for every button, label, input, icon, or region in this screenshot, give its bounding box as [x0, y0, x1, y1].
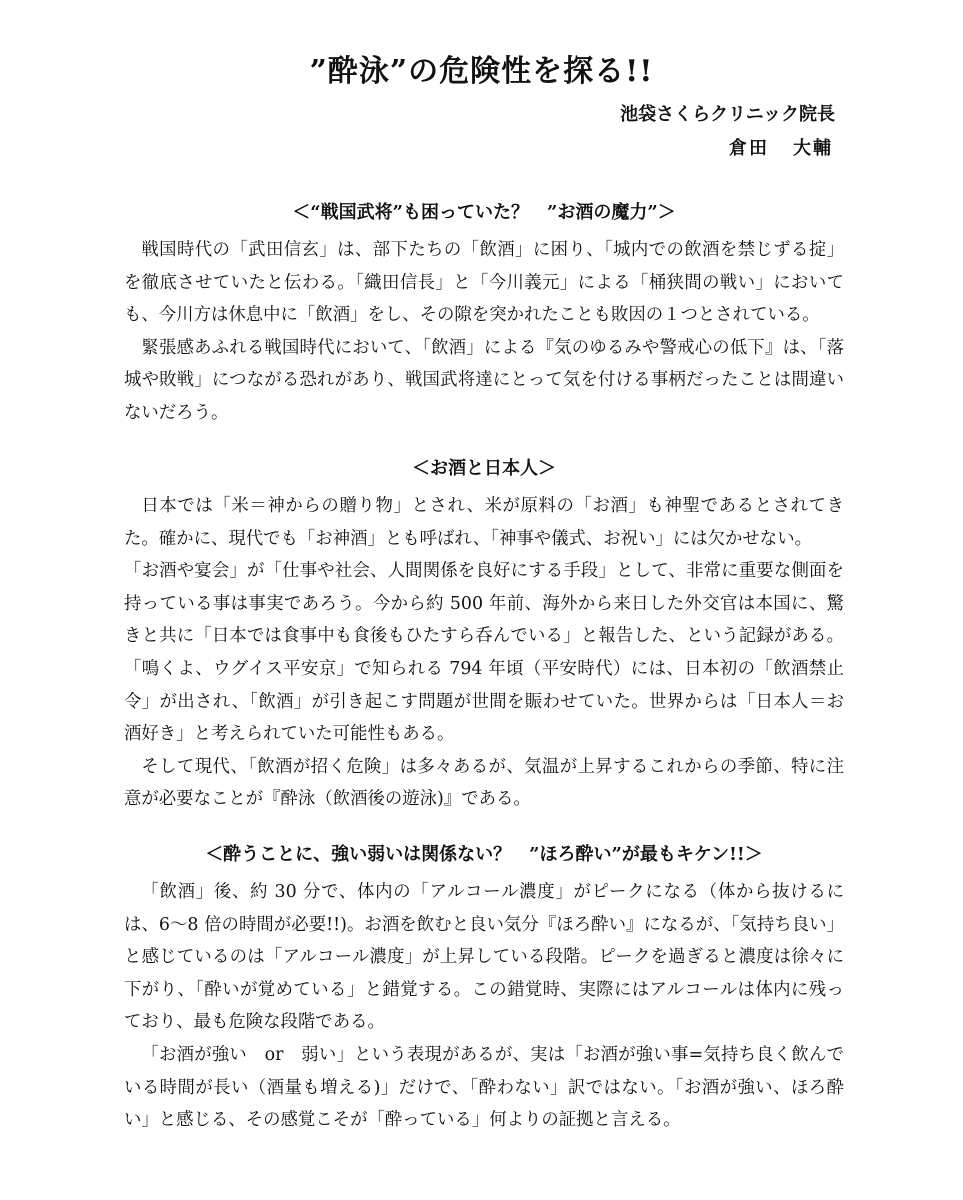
- paragraph: 「飲酒」後、約 30 分で、体内の「アルコール濃度」がピークになる（体から抜けるには、6～8 倍の時間が必要!!)。お酒を飲むと良い気分『ほろ酔い』になるが、「気持ち良い」と感じているのは「アルコール濃度」が上昇している段階。ピークを過ぎると濃度は徐々に下がり、「酔いが覚めている」と錯覚する。この錯覚時、実際にはアルコールは体内に残っており、最も危険な段階である。: [124, 882, 844, 1033]
- author-family-name: 倉田: [729, 138, 769, 159]
- paragraph: そして現代、「飲酒が招く危険」は多々あるが、気温が上昇するこれからの季節、特に注意が必要なことが『酔泳（飲酒後の遊泳)』である。: [124, 756, 844, 810]
- section-sake-and-japanese: [124, 452, 844, 816]
- paragraph: 緊張感あふれる戦国時代において、「飲酒」による『気のゆるみや警戒心の低下』は、「落城や敗戦」につながる恐れがあり、戦国武将達にとって気を付ける事柄だったことは間違いないだろう。: [124, 337, 844, 423]
- section-heading: ＜“戦国武将”も困っていた？ ”お酒の魔力”＞: [292, 202, 676, 223]
- author-name: [729, 134, 833, 160]
- section-sengoku: [124, 196, 844, 430]
- author-affiliation: 池袋さくらクリニック院長: [620, 104, 835, 125]
- paragraph: 「お酒が強い or 弱い」という表現があるが、実は「お酒が強い事=気持ち良く飲んでいる時間が長い（酒量も増える)」だけで、「酔わない」訳ではない。「お酒が強い、ほろ酔い」と感じる、その感覚こそが「酔っている」何よりの証拠と言える。: [124, 1044, 844, 1131]
- paragraph: 戦国時代の「武田信玄」は、部下たちの「飲酒」に困り、「城内での飲酒を禁じずる掟」を徹底させていたと伝わる。「織田信長」と「今川義元」による「桶狭間の戦い」においても、今川方は休息中に「飲酒」をし、その隙を突かれたことも敗因の１つとされている。: [124, 240, 844, 326]
- paragraph: 日本では「米＝神からの贈り物」とされ、米が原料の「お酒」も神聖であるとされてきた。確かに、現代でも「お神酒」とも呼ばれ、「神事や儀式、お祝い」には欠かせない。: [124, 496, 844, 549]
- paragraph: 「お酒や宴会」が「仕事や社会、人間関係を良好にする手段」として、非常に重要な側面を持っている事は事実であろう。今から約 500 年前、海外から来日した外交官は本国に、驚きと共に「日本では食事中も食後もひたすら呑んでいる」と報告した、という記録がある。「鳴くよ、ウグイス平安京」で知られる 794 年頃（平安時代）には、日本初の「飲酒禁止令」が出され、「飲酒」が引き起こす問題が世間を賑わせていた。世界からは「日本人＝お酒好き」と考えられていた可能性もある。: [124, 561, 844, 745]
- document-title: ”酔泳”の危険性を探る!!: [309, 54, 654, 89]
- section-horoyoi-danger: [124, 838, 844, 1137]
- author-given-name: 大輔: [793, 138, 833, 159]
- section-heading: ＜酔うことに、強い弱いは関係ない？ ”ほろ酔い”が最もキケン!!＞: [205, 844, 763, 865]
- section-heading: ＜お酒と日本人＞: [412, 458, 556, 479]
